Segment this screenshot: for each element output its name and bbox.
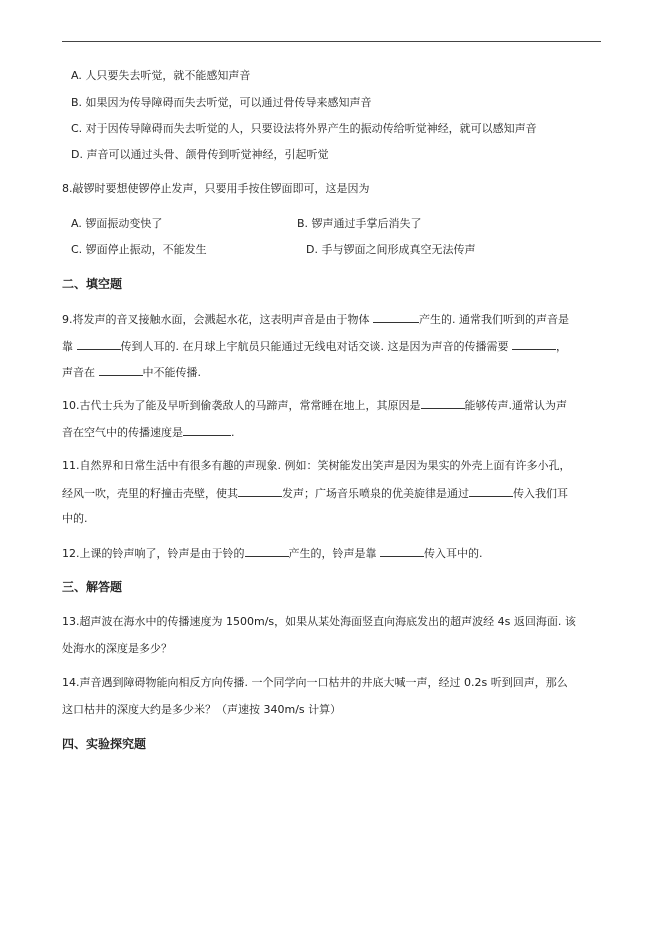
q10-text-1b: 能够传声.通常认为声 <box>464 399 567 412</box>
q14-line-1: 14.声音遇到障碍物能向相反方向传播. 一个同学向一口枯井的井底大喊一声，经过 0.2s 听到回声，那么 <box>62 676 568 689</box>
q9-line-2 <box>62 339 567 354</box>
q12-text-c: 传入耳中的. <box>424 547 483 560</box>
q9-text-1b: 产生的. 通常我们听到的声音是 <box>419 313 569 326</box>
section-answer-title: 三、解答题 <box>62 580 123 594</box>
q11-text-2a: 经风一吹，壳里的籽撞击壳壁，使其 <box>62 487 238 500</box>
q12-text-b: 产生的，铃声是靠 <box>288 547 380 560</box>
q10-text-2a: 音在空气中的传播速度是 <box>62 426 183 439</box>
q6-option-b: B. 如果因为传导障碍而失去听觉，可以通过骨传导来感知声音 <box>71 96 372 109</box>
q9-blank-1[interactable] <box>373 312 419 323</box>
q6-option-d: D. 声音可以通过头骨、颌骨传到听觉神经，引起听觉 <box>71 148 329 161</box>
section-fill-in-title: 二、填空题 <box>62 277 123 291</box>
q12-blank-1[interactable] <box>245 546 289 557</box>
header-rule <box>62 41 601 42</box>
q8-option-c: C. 锣面停止振动，不能发生 <box>71 243 207 256</box>
q9-blank-4[interactable] <box>99 365 143 376</box>
q9-blank-3[interactable] <box>512 339 556 350</box>
q8-option-b: B. 锣声通过手掌后消失了 <box>297 217 422 230</box>
q12-line <box>62 546 483 561</box>
section-experiment-title: 四、实验探究题 <box>62 737 147 751</box>
q11-blank-2[interactable] <box>469 486 513 497</box>
q9-text-2b: 传到人耳的. 在月球上宇航员只能通过无线电对话交谈. 这是因为声音的传播需要 <box>120 340 512 353</box>
q8-stem: 8.敲锣时要想使锣停止发声，只要用手按住锣面即可，这是因为 <box>62 182 370 195</box>
q10-blank-2[interactable] <box>183 425 231 436</box>
q11-line-1: 11.自然界和日常生活中有很多有趣的声现象. 例如：笑树能发出笑声是因为果实的外壳上面有许多小孔， <box>62 459 571 472</box>
q8-option-d: D. 手与锣面之间形成真空无法传声 <box>306 243 476 256</box>
q10-blank-1[interactable] <box>421 398 465 409</box>
q9-line-3 <box>62 365 201 380</box>
q11-line-3: 中的. <box>62 512 88 525</box>
q10-text-1a: 10.古代士兵为了能及早听到偷袭敌人的马蹄声，常常睡在地上，其原因是 <box>62 399 421 412</box>
q8-option-a: A. 锣面振动变快了 <box>71 217 163 230</box>
q9-text-2a: 靠 <box>62 340 77 353</box>
q11-text-2b: 发声；广场音乐喷泉的优美旋律是通过 <box>282 487 469 500</box>
q9-text-3b: 中不能传播. <box>142 366 201 379</box>
q9-text-3a: 声音在 <box>62 366 99 379</box>
q9-blank-2[interactable] <box>77 339 121 350</box>
q11-text-2c: 传入我们耳 <box>513 487 568 500</box>
q14-line-2: 这口枯井的深度大约是多少米？（声速按 340m/s 计算） <box>62 703 342 716</box>
q13-line-1: 13.超声波在海水中的传播速度为 1500m/s，如果从某处海面竖直向海底发出的超声波经 4s 返回海面. 该 <box>62 615 576 628</box>
q13-line-2: 处海水的深度是多少？ <box>62 642 172 655</box>
q9-text-2c: ， <box>555 340 567 353</box>
q6-option-c: C. 对于因传导障碍而失去听觉的人，只要设法将外界产生的振动传给听觉神经，就可以感知声音 <box>71 122 537 135</box>
q10-text-2b: . <box>231 426 235 439</box>
q12-text-a: 12.上课的铃声响了，铃声是由于铃的 <box>62 547 245 560</box>
q10-line-2 <box>62 425 235 440</box>
q12-blank-2[interactable] <box>380 546 424 557</box>
q10-line-1 <box>62 398 567 413</box>
q9-line-1 <box>62 312 569 327</box>
q9-text-1a: 9.将发声的音叉接触水面，会溅起水花，这表明声音是由于物体 <box>62 313 373 326</box>
q11-line-2 <box>62 486 568 501</box>
q6-option-a: A. 人只要失去听觉，就不能感知声音 <box>71 69 251 82</box>
q11-blank-1[interactable] <box>238 486 282 497</box>
